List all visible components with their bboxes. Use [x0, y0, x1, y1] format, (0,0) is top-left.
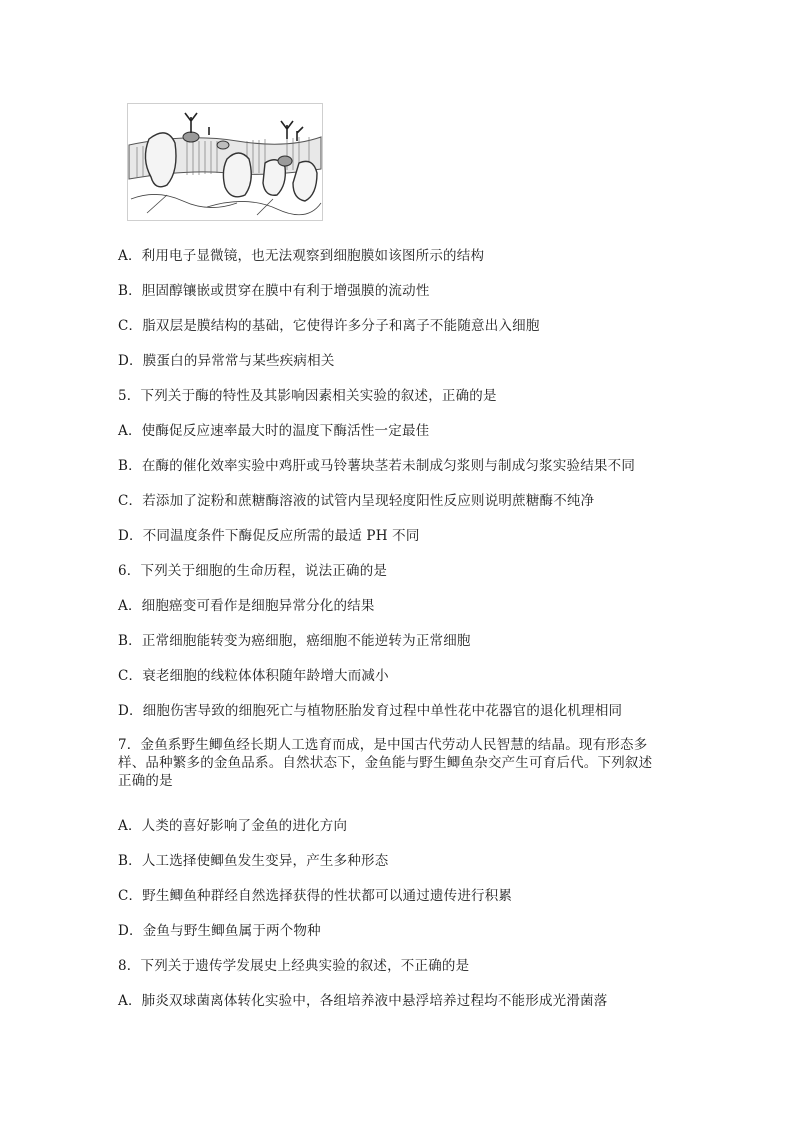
- q5-option-b: B．在酶的催化效率实验中鸡肝或马铃薯块茎若未制成匀浆则与制成匀浆实验结果不同: [118, 458, 636, 474]
- q7-stem: 7．金鱼系野生鲫鱼经长期人工选育而成，是中国古代劳动人民智慧的结晶。现有形态多样、品种繁多的金鱼品系。自然状态下，金鱼能与野生鲫鱼杂交产生可育后代。下列叙述正确的是: [118, 737, 653, 789]
- q5-option-d: D．不同温度条件下酶促反应所需的最适 PH 不同: [118, 528, 420, 544]
- q8-stem: 8．下列关于遗传学发展史上经典实验的叙述，不正确的是: [118, 958, 470, 974]
- q4-option-b: B．胆固醇镶嵌或贯穿在膜中有利于增强膜的流动性: [118, 283, 430, 299]
- q6-option-b: B．正常细胞能转变为癌细胞，癌细胞不能逆转为正常细胞: [118, 633, 471, 649]
- q5-option-c: C．若添加了淀粉和蔗糖酶溶液的试管内呈现轻度阳性反应则说明蔗糖酶不纯净: [118, 493, 595, 509]
- cell-membrane-figure: [127, 103, 323, 221]
- q7-option-d: D．金鱼与野生鲫鱼属于两个物种: [118, 923, 321, 939]
- cell-membrane-diagram-icon: [127, 103, 323, 221]
- q6-option-c: C．衰老细胞的线粒体体积随年龄增大而减小: [118, 668, 389, 684]
- q8-option-a: A．肺炎双球菌离体转化实验中，各组培养液中悬浮培养过程均不能形成光滑菌落: [118, 993, 608, 1009]
- q7-option-c: C．野生鲫鱼种群经自然选择获得的性状都可以通过遗传进行积累: [118, 888, 513, 904]
- q7-option-a: A．人类的喜好影响了金鱼的进化方向: [118, 818, 348, 834]
- q7-option-b: B．人工选择使鲫鱼发生变异，产生多种形态: [118, 853, 389, 869]
- q6-option-d: D．细胞伤害导致的细胞死亡与植物胚胎发育过程中单性花中花器官的退化机理相同: [118, 703, 623, 719]
- q4-option-d: D．膜蛋白的异常常与某些疾病相关: [118, 353, 335, 369]
- q4-option-a: A．利用电子显微镜，也无法观察到细胞膜如该图所示的结构: [118, 248, 485, 264]
- q5-stem: 5．下列关于酶的特性及其影响因素相关实验的叙述，正确的是: [118, 388, 497, 404]
- q5-option-a: A．使酶促反应速率最大时的温度下酶活性一定最佳: [118, 423, 430, 439]
- q6-option-a: A．细胞癌变可看作是细胞异常分化的结果: [118, 598, 375, 614]
- q6-stem: 6．下列关于细胞的生命历程，说法正确的是: [118, 563, 388, 579]
- q4-option-c: C．脂双层是膜结构的基础，它使得许多分子和离子不能随意出入细胞: [118, 318, 540, 334]
